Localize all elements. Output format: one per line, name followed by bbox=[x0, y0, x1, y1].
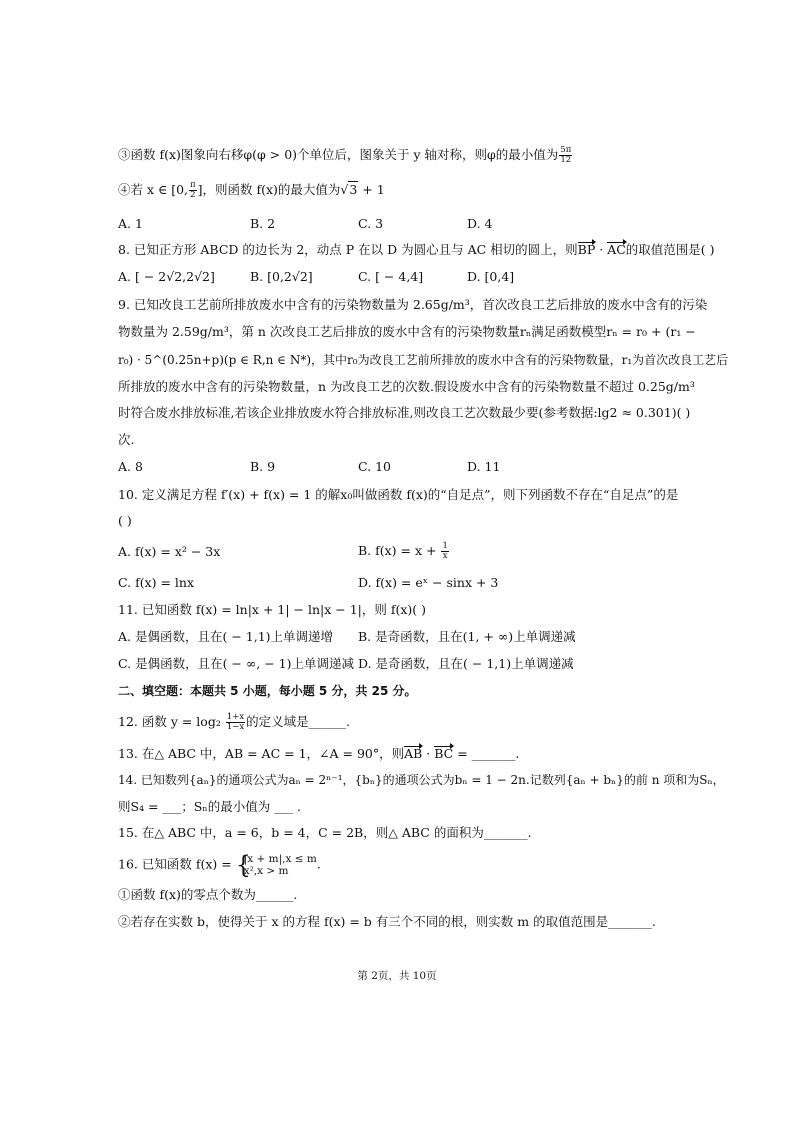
q7-option-c: C. 3 bbox=[358, 216, 384, 231]
q11-option-b: B. 是奇函数，且在(1, + ∞)上单调递减 bbox=[358, 629, 576, 644]
q7-option-b: B. 2 bbox=[250, 216, 276, 231]
q13: 13. 在△ ABC 中，AB = AC = 1，∠A = 90°，则AB · BC = _______. bbox=[118, 746, 520, 761]
q10-line-2: ( ) bbox=[118, 513, 132, 528]
piecewise-function: { |x + m|,x ≤ m x²,x > m bbox=[235, 851, 317, 879]
q8-option-a: A. [ − 2√2,2√2] bbox=[118, 269, 215, 284]
vector-bp: BP bbox=[577, 242, 596, 257]
q7-item3-text: ③函数 f(x)图象向右移φ(φ > 0)个单位后，图象关于 y 轴对称，则φ的最小值为 bbox=[118, 147, 559, 162]
brace-glyph: { bbox=[235, 851, 251, 879]
q16-item-1: ①函数 f(x)的零点个数为______. bbox=[118, 887, 298, 902]
q12-fraction: $\frac{1+x}{1-x}$ bbox=[226, 712, 245, 732]
q10-option-a: A. f(x) = x² − 3x bbox=[118, 544, 221, 559]
q16-stem: 16. 已知函数 f(x) = { |x + m|,x ≤ m x²,x > m . bbox=[118, 851, 321, 879]
q8-option-b: B. [0,2√2] bbox=[250, 269, 313, 284]
q14-line-1: 14. 已知数列{aₙ}的通项公式为aₙ = 2ⁿ⁻¹，{bₙ}的通项公式为bₙ = 1 − 2n.记数列{aₙ + bₙ}的前 n 项和为Sₙ， bbox=[118, 773, 725, 787]
q10-option-d: D. f(x) = eˣ − sinx + 3 bbox=[358, 575, 499, 590]
sqrt-sign: √ bbox=[340, 182, 349, 197]
q9-option-b: B. 9 bbox=[250, 459, 276, 474]
q11-option-a: A. 是偶函数，且在( − 1,1)上单调递增 bbox=[118, 629, 334, 644]
q10-option-b: B. f(x) = x + $\frac{1}{x}$ bbox=[358, 541, 448, 561]
q9-option-a: A. 8 bbox=[118, 459, 143, 474]
q12: 12. 函数 y = log₂ $\frac{1+x}{1-x}$ 的定义域是______. bbox=[118, 712, 351, 732]
q7-item3 bbox=[118, 146, 573, 165]
q9-line-4: 所排放的废水中含有的污染物数量，n 为改良工艺的次数.假设废水中含有的污染物数量不超过 0.25g/m³ bbox=[118, 379, 695, 394]
q11-stem: 11. 已知函数 f(x) = ln|x + 1| − ln|x − 1|，则 f(x)( ) bbox=[118, 602, 427, 617]
q7-item4-fraction: $\frac{\pi}{2}$ bbox=[190, 180, 196, 200]
q14-line-2: 则S₄ = ___；Sₙ的最小值为 ___ . bbox=[118, 799, 301, 814]
vector-ab: AB bbox=[404, 746, 423, 761]
q9-option-c: C. 10 bbox=[358, 459, 391, 474]
q15: 15. 在△ ABC 中，a = 6，b = 4，C = 2B，则△ ABC 的面积为_______. bbox=[118, 825, 532, 840]
page-footer: 第 2页，共 10页 bbox=[357, 970, 437, 982]
q7-item4: ④若 x ∈ [0, $\frac{\pi}{2}$ ]，则函数 f(x)的最大值为√3 + 1 bbox=[118, 180, 385, 200]
q11-option-d: D. 是奇函数，且在( − 1,1)上单调递减 bbox=[358, 656, 574, 671]
q8-option-c: C. [ − 4,4] bbox=[358, 269, 424, 284]
q10-option-c: C. f(x) = lnx bbox=[118, 575, 195, 590]
q7-option-d: D. 4 bbox=[467, 216, 493, 231]
vector-ac: AC bbox=[607, 242, 626, 257]
section-heading: 二、填空题：本题共 5 小题，每小题 5 分，共 25 分。 bbox=[118, 684, 417, 698]
q9-line-2: 物数量为 2.59g/m³，第 n 次改良工艺后排放的废水中含有的污染物数量rₙ满足函数模型rₙ = r₀ + (r₁ − bbox=[118, 324, 696, 339]
q9-line-3: r₀) · 5^(0.25n+p)(p ∈ R,n ∈ N*)，其中r₀为改良工艺前所排放的废水中含有的污染物数量，r₁为首次改良工艺后 bbox=[118, 353, 729, 367]
q8-option-d: D. [0,4] bbox=[467, 269, 515, 284]
q10-optb-fraction: $\frac{1}{x}$ bbox=[442, 541, 448, 561]
q9-option-d: D. 11 bbox=[467, 459, 501, 474]
q10-line-1: 10. 定义满足方程 f′(x) + f(x) = 1 的解x₀叫做函数 f(x)的“自足点”，则下列函数不存在“自足点”的是 bbox=[118, 487, 679, 502]
vector-bc: BC bbox=[434, 746, 454, 761]
q8-stem: 8. 已知正方形 ABCD 的边长为 2，动点 P 在以 D 为圆心且与 AC 相切的圆上，则BP · AC的取值范围是( ) bbox=[118, 242, 715, 257]
q7-option-a: A. 1 bbox=[118, 216, 143, 231]
q16-item-2: ②若存在实数 b，使得关于 x 的方程 f(x) = b 有三个不同的根，则实数 m 的取值范围是_______. bbox=[118, 914, 656, 929]
q9-line-5: 时符合废水排放标准,若该企业排放废水符合排放标准,则改良工艺次数最少要(参考数据:lg2 ≈ 0.301)( ) bbox=[118, 405, 691, 420]
q7-item3-fraction: $\frac{5\pi}{12}$ bbox=[560, 145, 572, 165]
q9-line-1: 9. 已知改良工艺前所排放废水中含有的污染物数量为 2.65g/m³，首次改良工艺后排放的废水中含有的污染 bbox=[118, 297, 708, 312]
q9-line-6: 次. bbox=[118, 432, 135, 447]
q11-option-c: C. 是偶函数，且在( − ∞, − 1)上单调递减 bbox=[118, 656, 354, 671]
